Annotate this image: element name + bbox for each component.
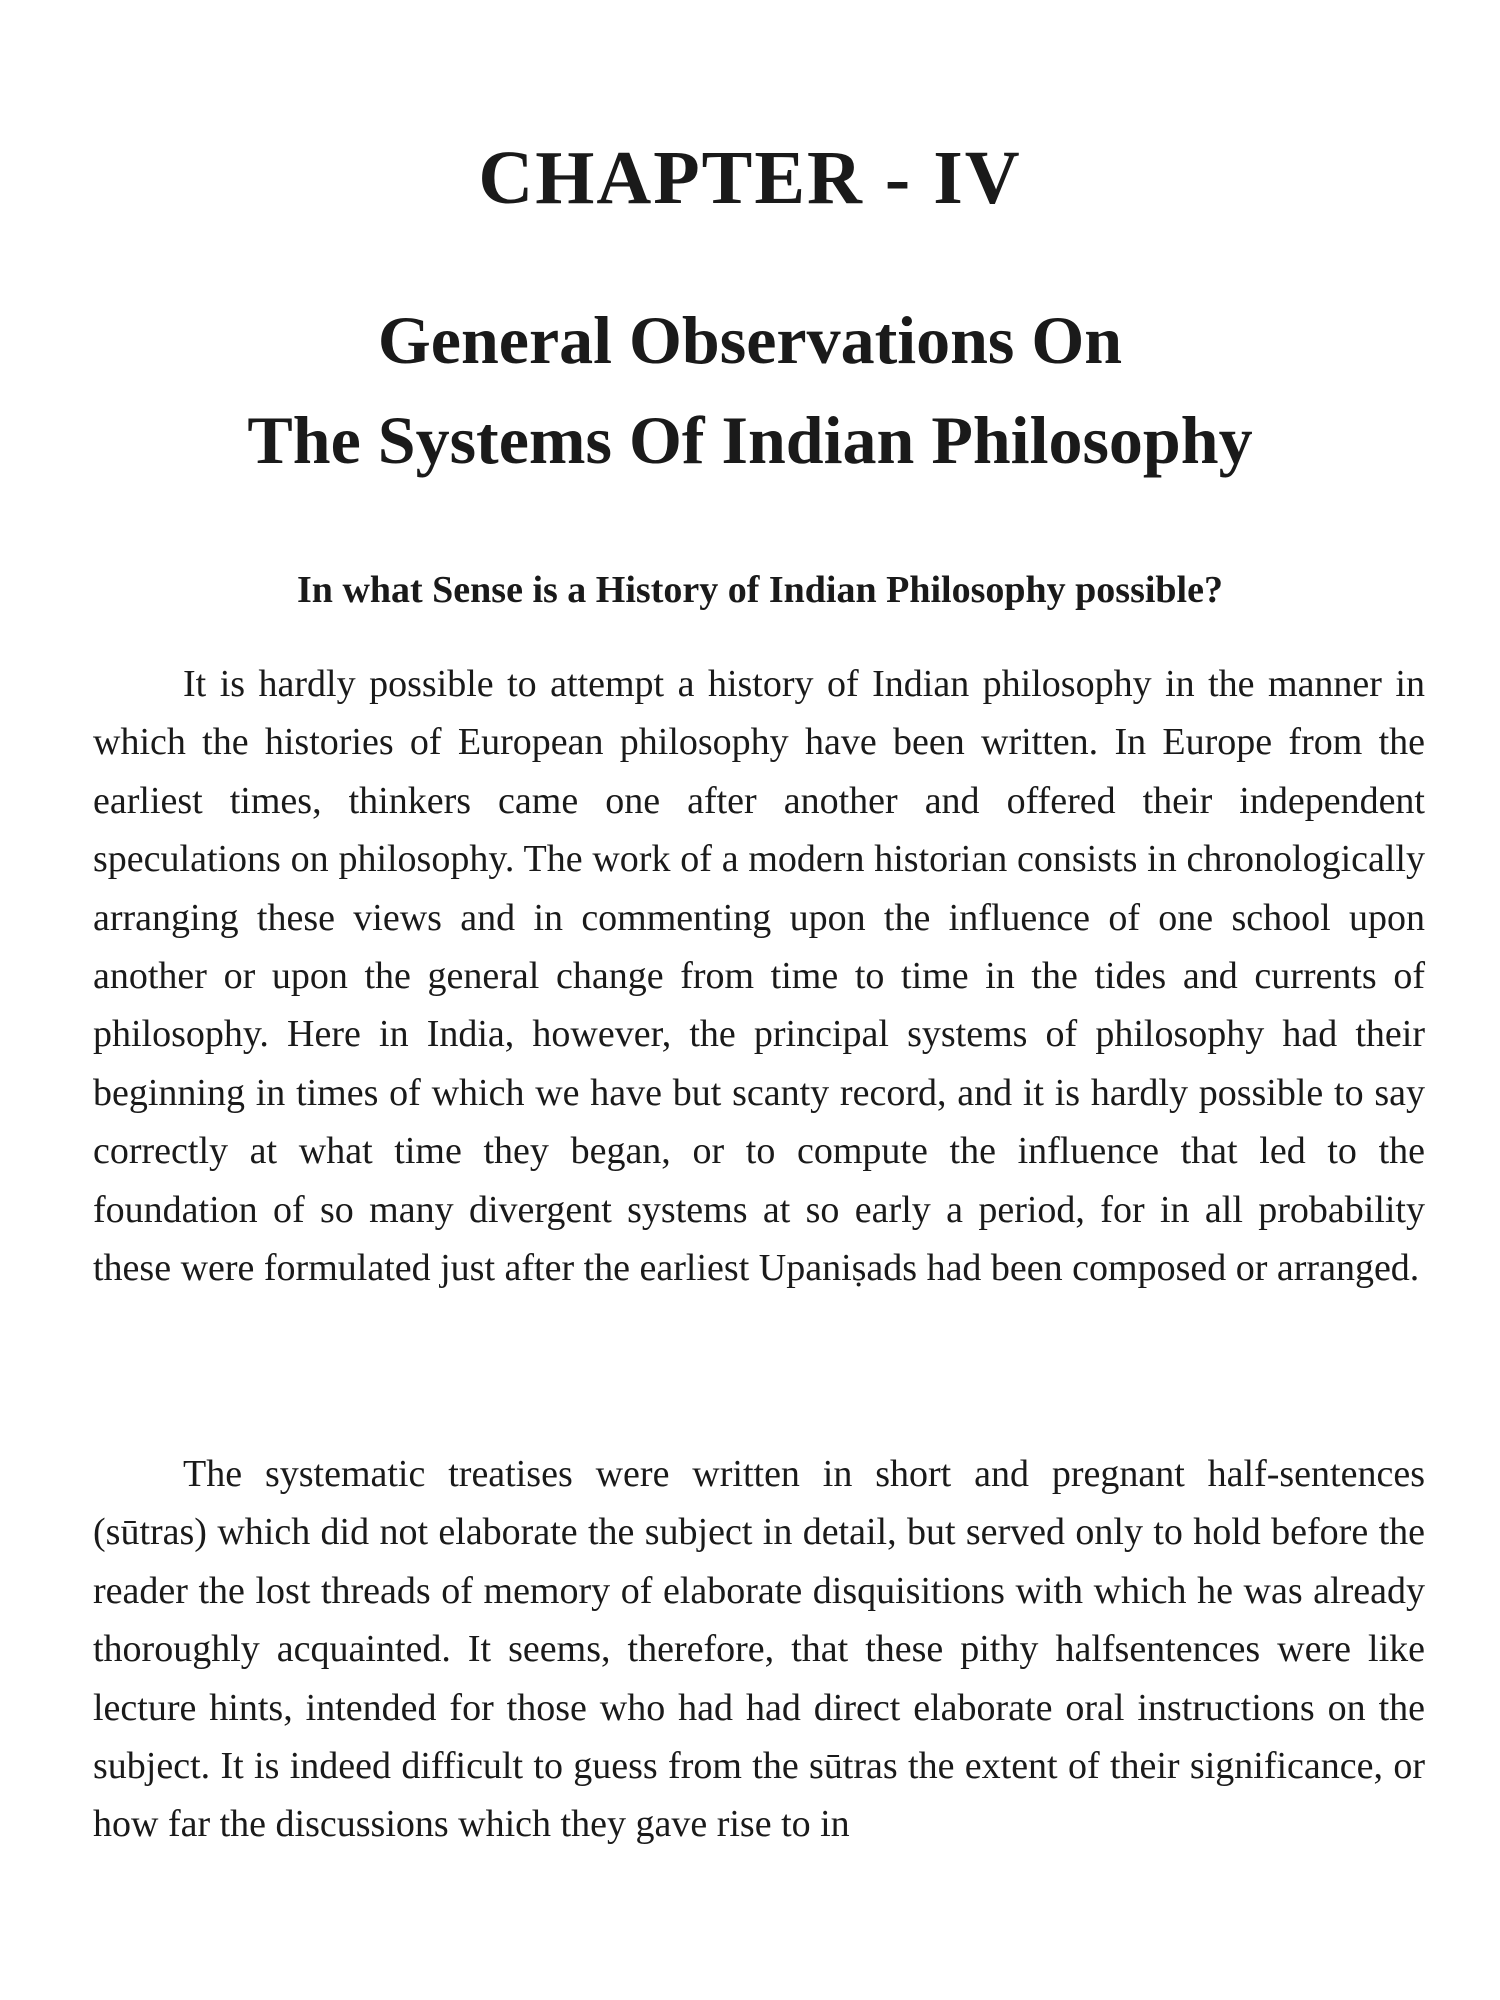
chapter-title-line-1: General Observations On xyxy=(377,302,1123,378)
chapter-title-line-2: The Systems Of Indian Philosophy xyxy=(247,402,1253,478)
chapter-number: CHAPTER - IV xyxy=(478,136,1022,220)
chapter-title xyxy=(0,290,1500,490)
body-paragraph-2: The systematic treatises were written in short and pregnant half-sentences (sūtras) which did not elaborate the subject in detail, but served only to hold before the reader the lost threads of memory of elaborate disquisitions with which he was already thoroughly acquainted. It seems, therefore, that these pithy halfsentences were like lecture hints, intended for those who had had direct elaborate oral instructions on the subject. It is indeed difficult to guess from the sūtras the extent of their significance, or how far the discussions which they gave rise to in xyxy=(93,1453,1425,1846)
section-heading: In what Sense is a History of Indian Philosophy possible? xyxy=(297,569,1223,611)
body-paragraph-1: It is hardly possible to attempt a history of Indian philosophy in the manner in which the histories of European philosophy have been written. In Europe from the earliest times, thinkers came one after another and offered their independent speculations on philosophy. The work of a modern historian consists in chronologically arranging these views and in commenting upon the influence of one school upon another or upon the general change from time to time in the tides and currents of philosophy. Here in India, however, the principal systems of philosophy had their beginning in times of which we have but scanty record, and it is hardly possible to say correctly at what time they began, or to compute the influence that led to the foundation of so many divergent systems at so early a period, for in all probability these were formulated just after the earliest Upaniṣads had been composed or arranged. xyxy=(93,663,1425,1290)
